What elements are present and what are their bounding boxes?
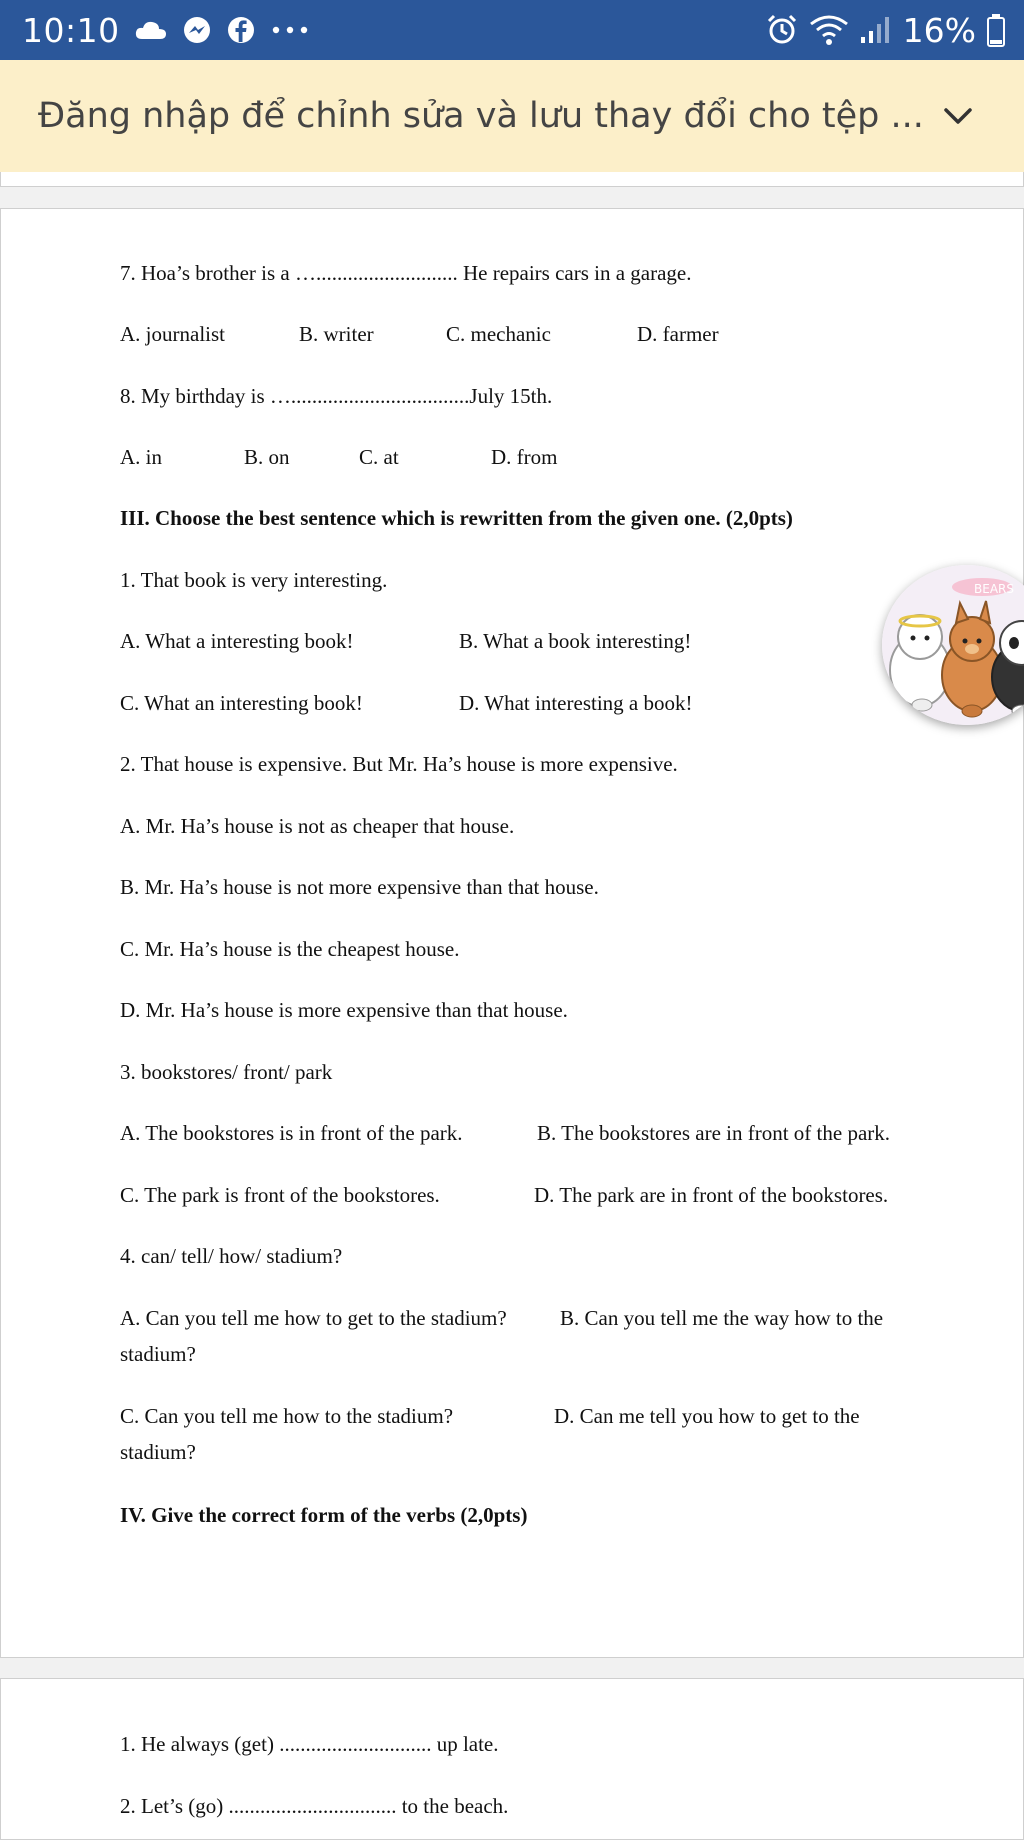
section-3-heading: III. Choose the best sentence which is rewritten from the given one. (2,0pts) <box>120 506 793 530</box>
alarm-icon <box>765 13 799 47</box>
s4-option-d-wrap: stadium? <box>120 1440 196 1464</box>
sign-in-banner-text: Đăng nhập để chỉnh sửa và lưu thay đổi cho tệp ... <box>38 96 924 136</box>
s2-option-d: D. Mr. Ha’s house is more expensive than that house. <box>120 998 568 1022</box>
s4-option-c: C. Can you tell me how to the stadium? <box>120 1404 454 1428</box>
s4-option-a: A. Can you tell me how to get to the stadium? <box>120 1306 507 1330</box>
sign-in-banner[interactable] <box>0 60 1024 173</box>
verb-1: 1. He always (get) ............................. up late. <box>120 1732 499 1756</box>
wifi-icon <box>809 14 849 46</box>
signal-icon <box>859 15 893 45</box>
facebook-icon <box>226 15 256 45</box>
status-time: 10:10 <box>22 10 120 50</box>
s4-option-d: D. Can me tell you how to get to the <box>554 1404 860 1428</box>
s1-option-c: C. What an interesting book! <box>120 691 363 715</box>
q7-option-a: A. journalist <box>120 322 225 346</box>
sentence-4: 4. can/ tell/ how/ stadium? <box>120 1244 343 1268</box>
q7-option-b: B. writer <box>299 322 374 346</box>
s2-option-b: B. Mr. Ha’s house is not more expensive than that house. <box>120 875 599 899</box>
battery-icon <box>986 13 1006 47</box>
sentence-2: 2. That house is expensive. But Mr. Ha’s house is more expensive. <box>120 752 678 776</box>
s2-option-a: A. Mr. Ha’s house is not as cheaper that house. <box>120 814 515 838</box>
q8-option-c: C. at <box>359 445 399 469</box>
cloud-icon <box>134 19 168 41</box>
q7-option-d: D. farmer <box>637 322 719 346</box>
s2-option-c: C. Mr. Ha’s house is the cheapest house. <box>120 937 460 961</box>
messenger-icon <box>182 15 212 45</box>
sentence-3: 3. bookstores/ front/ park <box>120 1060 333 1084</box>
more-dots-icon <box>270 25 310 35</box>
section-4-heading: IV. Give the correct form of the verbs (2,0pts) <box>120 1503 528 1527</box>
sentence-1: 1. That book is very interesting. <box>120 568 388 592</box>
document-page-2 <box>0 1678 1024 1840</box>
question-8: 8. My birthday is …..................................July 15th. <box>120 384 553 408</box>
verb-2: 2. Let’s (go) ................................ to the beach. <box>120 1794 509 1818</box>
s4-option-b-wrap: stadium? <box>120 1342 196 1366</box>
q8-option-d: D. from <box>491 445 558 469</box>
chevron-down-icon[interactable] <box>936 94 980 138</box>
s3-option-c: C. The park is front of the bookstores. <box>120 1183 440 1207</box>
document-page <box>0 208 1024 1658</box>
battery-percent: 16% <box>902 10 976 50</box>
s4-option-b: B. Can you tell me the way how to the <box>560 1306 884 1330</box>
s3-option-b: B. The bookstores are in front of the park. <box>537 1121 891 1145</box>
q8-option-b: B. on <box>244 445 290 469</box>
s3-option-d: D. The park are in front of the bookstores. <box>534 1183 889 1207</box>
previous-page-edge <box>0 172 1024 187</box>
s1-option-d: D. What interesting a book! <box>459 691 693 715</box>
sticker-label: BEARS <box>974 582 1014 596</box>
s1-option-b: B. What a book interesting! <box>459 629 692 653</box>
status-bar <box>0 0 1024 60</box>
question-7: 7. Hoa’s brother is a …........................... He repairs cars in a garage. <box>120 261 692 285</box>
q8-option-a: A. in <box>120 445 162 469</box>
s3-option-a: A. The bookstores is in front of the park. <box>120 1121 463 1145</box>
s1-option-a: A. What a interesting book! <box>120 629 354 653</box>
q7-option-c: C. mechanic <box>446 322 551 346</box>
